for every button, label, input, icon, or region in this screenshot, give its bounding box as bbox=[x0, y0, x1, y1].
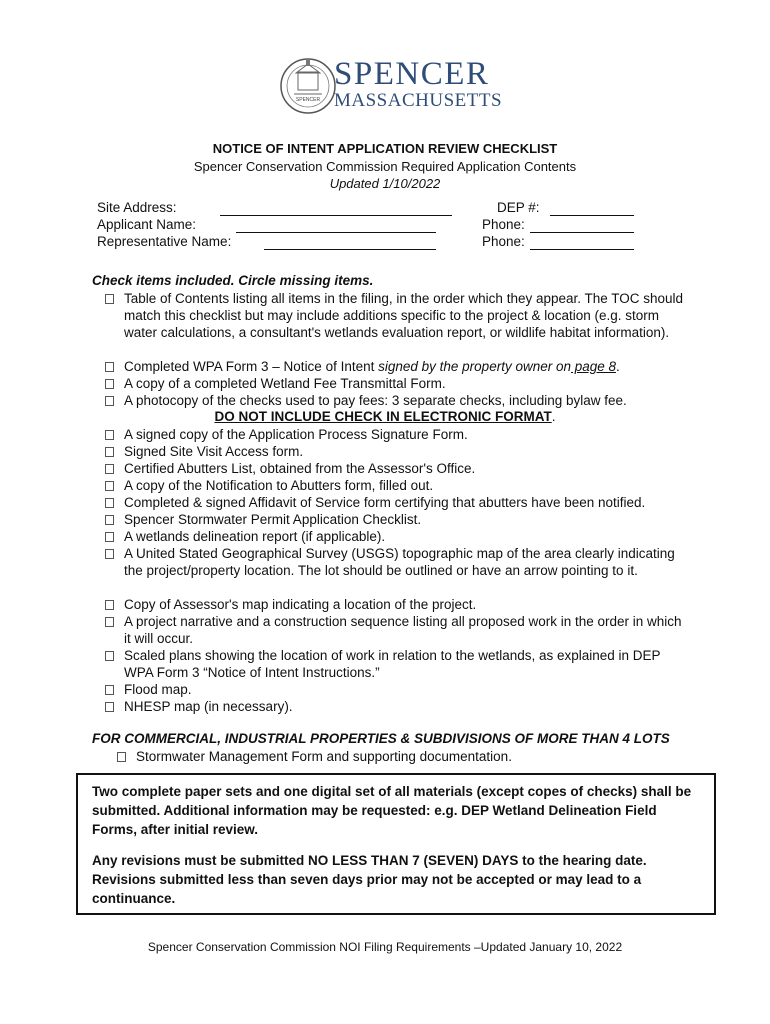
item-wpa-form3-text: Completed WPA Form 3 – Notice of Intent bbox=[124, 359, 379, 374]
item-assessors-map: Copy of Assessor's map indicating a location of the project. bbox=[124, 597, 477, 612]
submission-notice-text: Two complete paper sets and one digital set of all materials (except copes of checks) shall be submitted. Additional information may be requested: e.g. DEP Wetland Delineation Field Forms, after initial review. bbox=[92, 784, 692, 837]
item-signature-form: A signed copy of the Application Process Signature Form. bbox=[124, 427, 468, 442]
checkbox-assessors-map[interactable] bbox=[105, 600, 114, 610]
checkbox-usgs-map[interactable] bbox=[105, 549, 114, 559]
applicant-name-label: Applicant Name: bbox=[97, 217, 197, 232]
checkbox-affidavit[interactable] bbox=[105, 498, 114, 508]
checkbox-fee-transmittal[interactable] bbox=[105, 379, 114, 389]
town-logo-text bbox=[334, 58, 502, 112]
item-wpa-form3-signed: signed by the property owner on bbox=[378, 359, 571, 374]
item-delineation-report: A wetlands delineation report (if applicable). bbox=[124, 529, 386, 544]
checkbox-project-narrative[interactable] bbox=[105, 617, 114, 627]
checkbox-wpa-form3[interactable] bbox=[105, 362, 114, 372]
logo-line1: SPENCER bbox=[334, 56, 490, 92]
checkbox-nhesp-map[interactable] bbox=[105, 702, 114, 712]
item-site-visit: Signed Site Visit Access form. bbox=[124, 444, 304, 459]
revision-notice-text: Any revisions must be submitted NO LESS THAN 7 (SEVEN) DAYS to the hearing date. Revisions submitted less than seven days prior may not be accepted or may lead to a continuance. bbox=[92, 853, 647, 906]
item-wpa-form3 bbox=[124, 358, 684, 375]
phone2-label: Phone: bbox=[482, 234, 525, 249]
phone1-field[interactable] bbox=[530, 232, 634, 233]
checkbox-checks[interactable] bbox=[105, 396, 114, 406]
item-nhesp-map: NHESP map (in necessary). bbox=[124, 699, 293, 714]
item-stormwater-form: Stormwater Management Form and supporting documentation. bbox=[136, 749, 512, 764]
submission-notice-box bbox=[76, 773, 716, 915]
representative-name-field[interactable] bbox=[264, 249, 436, 250]
logo-line2: MASSACHUSETTS bbox=[334, 90, 503, 111]
page-title: NOTICE OF INTENT APPLICATION REVIEW CHECKLIST bbox=[212, 141, 558, 156]
item-wpa-form3-page: page 8 bbox=[570, 359, 617, 374]
commercial-heading: FOR COMMERCIAL, INDUSTRIAL PROPERTIES & SUBDIVISIONS OF MORE THAN 4 LOTS bbox=[92, 731, 670, 746]
item-scaled-plans: Scaled plans showing the location of work in relation to the wetlands, as explained in DEP WPA Form 3 “Notice of Intent Instructions.” bbox=[124, 648, 661, 680]
checkbox-abutters-notification[interactable] bbox=[105, 481, 114, 491]
checkbox-stormwater-form[interactable] bbox=[117, 752, 126, 762]
checklist-heading: Check items included. Circle missing items. bbox=[92, 273, 374, 288]
page-footer: Spencer Conservation Commission NOI Filing Requirements –Updated January 10, 2022 bbox=[147, 940, 623, 954]
dep-label: DEP #: bbox=[497, 200, 540, 215]
checkbox-abutters-list[interactable] bbox=[105, 464, 114, 474]
representative-name-label: Representative Name: bbox=[97, 234, 232, 249]
updated-date: Updated 1/10/2022 bbox=[329, 176, 441, 191]
item-abutters-list: Certified Abutters List, obtained from the Assessor's Office. bbox=[124, 461, 476, 476]
item-wpa-form3-end: . bbox=[616, 359, 620, 374]
checkbox-toc[interactable] bbox=[105, 294, 114, 304]
dep-field[interactable] bbox=[550, 215, 634, 216]
item-stormwater-checklist: Spencer Stormwater Permit Application Checklist. bbox=[124, 512, 422, 527]
check-format-note-end: . bbox=[551, 409, 556, 424]
checkbox-stormwater-checklist[interactable] bbox=[105, 515, 114, 525]
item-flood-map: Flood map. bbox=[124, 682, 192, 697]
checkbox-flood-map[interactable] bbox=[105, 685, 114, 695]
checkbox-scaled-plans[interactable] bbox=[105, 651, 114, 661]
seal-text: SPENCER bbox=[295, 97, 321, 103]
check-format-note bbox=[0, 409, 770, 424]
site-address-label: Site Address: bbox=[97, 200, 177, 215]
phone1-label: Phone: bbox=[482, 217, 525, 232]
checkbox-site-visit[interactable] bbox=[105, 447, 114, 457]
item-abutters-notification: A copy of the Notification to Abutters form, filled out. bbox=[124, 478, 434, 493]
checkbox-delineation-report[interactable] bbox=[105, 532, 114, 542]
item-fee-transmittal: A copy of a completed Wetland Fee Transmittal Form. bbox=[124, 376, 446, 391]
page-subtitle: Spencer Conservation Commission Required Application Contents bbox=[193, 159, 577, 174]
item-affidavit: Completed & signed Affidavit of Service form certifying that abutters have been notified. bbox=[124, 495, 646, 510]
item-checks: A photocopy of the checks used to pay fees: 3 separate checks, including bylaw fee. bbox=[124, 393, 627, 408]
applicant-name-field[interactable] bbox=[236, 232, 436, 233]
checkbox-signature-form[interactable] bbox=[105, 430, 114, 440]
site-address-field[interactable] bbox=[220, 215, 452, 216]
item-toc: Table of Contents listing all items in the filing, in the order which they appear. The TOC should match this checklist but may include additions specific to the project & location (e.g. storm water calculations, a consultant's wetlands evaluation report, or wildlife habitat information). bbox=[124, 291, 684, 340]
item-usgs-map: A United Stated Geographical Survey (USGS) topographic map of the area clearly indicating the project/property location. The lot should be outlined or have an arrow pointing to it. bbox=[124, 546, 675, 578]
phone2-field[interactable] bbox=[530, 249, 634, 250]
item-project-narrative: A project narrative and a construction sequence listing all proposed work in the order in which it will occur. bbox=[124, 614, 682, 646]
check-format-note-text: DO NOT INCLUDE CHECK IN ELECTRONIC FORMAT bbox=[214, 409, 552, 424]
